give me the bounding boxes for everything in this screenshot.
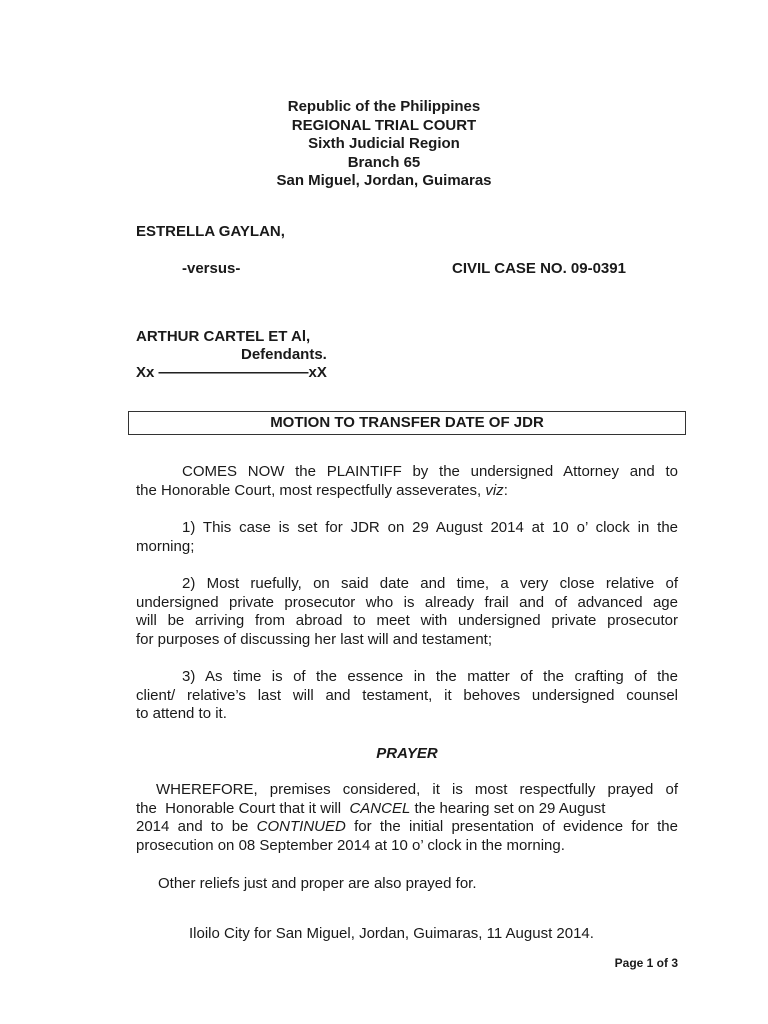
page-number: Page 1 of 3	[614, 956, 678, 970]
versus-label: -versus-	[182, 260, 241, 277]
intro-line-1: COMES NOW the PLAINTIFF by the undersigned Attorney and to	[182, 463, 678, 480]
paragraph-2	[136, 575, 678, 649]
header-location: San Miguel, Jordan, Guimaras	[276, 172, 492, 190]
prayer-line-2a: the Honorable Court that it will	[136, 799, 350, 817]
motion-title: MOTION TO TRANSFER DATE OF JDR	[128, 411, 686, 435]
prayer-paragraph	[136, 781, 678, 855]
prayer-line-3c: for the initial presentation of evidence for the	[345, 818, 678, 836]
intro-colon: :	[503, 481, 508, 499]
header-republic: Republic of the Philippines	[287, 98, 481, 115]
p1-line-1: 1) This case is set for JDR on 29 August 2014 at 10 o’ clock in the	[182, 519, 678, 536]
p3-line-3: to attend to it.	[136, 705, 227, 723]
intro-line-2: the Honorable Court, most respectfully asseverates,	[136, 481, 486, 499]
defendant-role: Defendants.	[241, 346, 327, 363]
p2-line-3: will be arriving from abroad to meet with undersigned private prosecutor	[136, 612, 678, 630]
paragraph-1	[136, 519, 678, 556]
prayer-cancel: CANCEL	[349, 799, 411, 817]
p2-line-4: for purposes of discussing her last will and testament;	[136, 630, 493, 648]
prayer-line-3a: 2014 and to be	[136, 818, 257, 836]
plaintiff-name: ESTRELLA GAYLAN,	[136, 223, 285, 240]
header-region: Sixth Judicial Region	[308, 135, 460, 153]
prayer-line-2c: the hearing set on 29 August	[410, 799, 606, 817]
other-reliefs: Other reliefs just and proper are also prayed for.	[158, 875, 477, 892]
intro-viz: viz	[485, 481, 504, 499]
p1-line-2: morning;	[136, 537, 195, 555]
p2-line-2: undersigned private prosecutor who is already frail and of advanced age	[136, 593, 678, 611]
case-number: CIVIL CASE NO. 09-0391	[452, 260, 626, 277]
prayer-heading: PRAYER	[376, 745, 438, 762]
defendant-name: ARTHUR CARTEL ET Al,	[136, 328, 311, 345]
p3-line-2: client/ relative’s last will and testament, it behoves undersigned counsel	[136, 686, 678, 704]
court-header	[0, 98, 768, 191]
intro-paragraph	[136, 463, 678, 500]
header-branch: Branch 65	[347, 153, 421, 171]
header-court: REGIONAL TRIAL COURT	[291, 116, 477, 134]
p2-line-1: 2) Most ruefully, on said date and time, a very close relative of	[182, 575, 678, 592]
closing-line: Iloilo City for San Miguel, Jordan, Guimaras, 11 August 2014.	[189, 925, 594, 942]
p3-line-1: 3) As time is of the essence in the matter of the crafting of the	[182, 668, 678, 685]
prayer-line-4: prosecution on 08 September 2014 at 10 o’ clock in the morning.	[136, 836, 565, 854]
caption-separator: Xx ——————————xX	[136, 364, 327, 381]
paragraph-3	[136, 668, 678, 724]
prayer-line-1: WHEREFORE, premises considered, it is most respectfully prayed of	[156, 781, 678, 798]
prayer-continued: CONTINUED	[256, 818, 346, 836]
